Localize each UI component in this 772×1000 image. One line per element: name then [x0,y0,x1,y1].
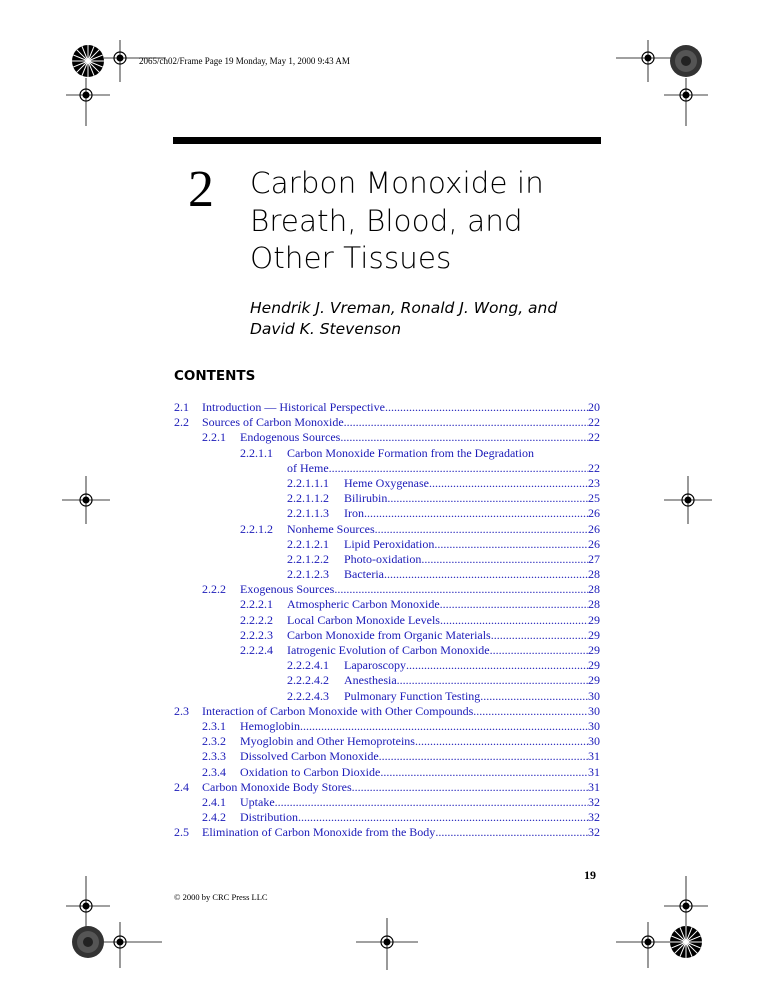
toc-entry[interactable] [174,491,600,506]
registration-mark-left-upper [66,78,110,128]
toc-leader-dots [385,400,588,415]
toc-entry-title: Atmospheric Carbon Monoxide [287,597,440,612]
toc-leader-dots [434,537,588,552]
toc-entry-number: 2.3.2 [202,734,226,749]
toc-entry-page: 29 [588,627,600,642]
toc-entry-page: 32 [588,794,600,809]
toc-entry-number: 2.3.1 [202,718,226,733]
toc-leader-dots [340,430,588,445]
toc-entry-page: 30 [588,688,600,703]
toc-entry-title: Photo-oxidation [344,551,422,566]
toc-entry[interactable] [174,719,600,734]
toc-entry-page: 29 [588,658,600,673]
toc-entry-number: 2.2.2.4.2 [287,673,329,688]
toc-leader-dots [375,522,588,537]
toc-entry-page: 26 [588,521,600,536]
crosshair-target-icon [104,40,166,82]
toc-entry[interactable] [174,430,600,445]
toc-leader-dots [364,506,588,521]
toc-entry-title-link[interactable] [240,734,600,749]
chapter-title-line: Other Tissues [250,241,452,275]
toc-leader-dots [491,628,588,643]
toc-entry-title-link[interactable] [287,446,600,461]
toc-leader-dots [329,461,588,476]
toc-leader-dots [473,704,588,719]
crosshair-target-icon [616,922,676,968]
toc-entry-title-link[interactable] [344,506,600,521]
toc-entry[interactable] [174,658,600,673]
toc-entry-number: 2.2.1.1.3 [287,506,329,521]
toc-entry-number: 2.4.1 [202,794,226,809]
toc-entry-title: Sources of Carbon Monoxide [202,415,344,430]
page-number: 19 [584,868,596,882]
toc-entry-number: 2.2.1.2.1 [287,536,329,551]
toc-entry-title: Carbon Monoxide Body Stores [202,779,352,794]
toc-entry-number: 2.2.1.2.2 [287,551,329,566]
toc-entry-title: Pulmonary Function Testing [344,688,481,703]
chapter-title-line: Breath, Blood, and [250,203,523,238]
crosshair-target-icon [664,78,708,126]
toc-entry[interactable] [174,446,600,461]
toc-entry-number: 2.2.1.1 [240,445,273,460]
toc-entry-page: 29 [588,612,600,627]
toc-entry-title: Distribution [240,810,299,825]
toc-leader-dots [387,491,588,506]
toc-entry-page: 31 [588,779,600,794]
toc-entry[interactable] [174,400,600,415]
toc-entry-number: 2.2.1.1.2 [287,491,329,506]
toc-entry-number: 2.2.1.2 [240,521,273,536]
toc-entry-number: 2.5 [174,825,189,840]
toc-entry-number: 2.2 [174,415,189,430]
toc-entry-page: 25 [588,491,600,506]
toc-entry[interactable] [174,567,600,582]
toc-entry-title-link[interactable] [287,597,600,612]
toc-leader-dots [298,810,588,825]
toc-entry-title-link[interactable] [344,491,600,506]
toc-leader-dots [480,689,588,704]
chapter-title-line: Carbon Monoxide in [250,166,544,200]
toc-entry-page: 31 [588,764,600,779]
toc-entry-title: Carbon Monoxide from Organic Materials [287,627,491,642]
crosshair-target-icon [616,40,676,82]
crosshair-target-icon [104,922,162,968]
toc-entry-title: Iatrogenic Evolution of Carbon Monoxide [287,643,490,657]
toc-entry-page: 30 [588,718,600,733]
toc-leader-dots [397,673,588,688]
registration-mark-left-middle [62,476,110,524]
chapter-authors [250,298,557,339]
toc-entry-page: 32 [588,825,600,840]
toc-entry-number: 2.3 [174,703,189,718]
toc-entry-title-link[interactable] [240,810,600,825]
toc-entry-title-link[interactable] [240,749,600,764]
toc-entry[interactable] [174,810,600,825]
toc-entry-page: 28 [588,567,600,582]
toc-leader-dots [440,597,588,612]
toc-entry[interactable] [174,765,600,780]
toc-entry[interactable] [174,613,600,628]
registration-mark-bottom-center [356,918,418,972]
toc-entry-number: 2.4.2 [202,810,226,825]
toc-entry[interactable] [174,476,600,491]
toc-leader-dots [344,415,588,430]
toc-entry-page: 30 [588,734,600,749]
toc-entry-title-link[interactable] [202,400,600,415]
toc-leader-dots [352,780,588,795]
toc-entry[interactable] [174,628,600,643]
toc-entry-title: Nonheme Sources [287,521,375,536]
toc-entry-title: Laparoscopy [344,658,406,673]
toc-leader-dots [379,749,588,764]
toc-entry[interactable] [174,582,600,597]
toc-entry[interactable] [174,673,600,688]
toc-entry-title-link[interactable] [344,567,600,582]
table-of-contents [174,400,600,840]
toc-entry[interactable] [174,522,600,537]
toc-entry-title-link[interactable] [287,613,600,628]
toc-entry-number: 2.2.2.3 [240,627,273,642]
toc-entry-title-link[interactable] [344,658,600,673]
registration-mark-right-middle [664,476,712,524]
toc-leader-dots [440,613,588,628]
toc-entry-title-link[interactable] [202,780,600,795]
toc-entry[interactable] [174,689,600,704]
registration-mark-right-upper [664,78,708,128]
toc-entry[interactable] [174,552,600,567]
toc-entry-title: Bacteria [344,567,384,582]
toc-entry[interactable] [174,734,600,749]
toc-entry-title-link[interactable] [344,673,600,688]
sunburst-wheel-icon [670,45,702,77]
toc-entry[interactable] [174,825,600,840]
toc-entry-title: Endogenous Sources [240,430,341,445]
toc-entry[interactable] [174,597,600,612]
toc-entry[interactable] [174,704,600,719]
toc-entry-number: 2.4 [174,779,189,794]
toc-entry-title: Anesthesia [344,673,397,688]
toc-entry-title: Iron [344,506,364,521]
toc-leader-dots [490,643,588,658]
toc-entry-number: 2.2.2.4 [240,643,273,657]
toc-entry-title-link[interactable] [344,537,600,552]
toc-entry-title: Uptake [240,794,275,809]
toc-entry-title: Myoglobin and Other Hemoproteins [240,734,415,749]
toc-entry-page: 22 [588,415,600,430]
toc-leader-dots [435,825,588,840]
toc-entry-number: 2.3.4 [202,764,226,779]
toc-entry-page: 22 [588,460,600,475]
toc-entry-title: Introduction — Historical Perspective [202,400,385,414]
toc-entry-number: 2.3.3 [202,749,226,764]
chapter-title [250,165,544,278]
toc-entry-number: 2.2.2.4.3 [287,688,329,703]
author-line: David K. Stevenson [250,319,402,338]
toc-entry-title-link[interactable] [240,765,600,780]
toc-entry-page: 30 [588,703,600,718]
crosshair-target-icon [356,918,418,970]
toc-entry-title-link[interactable] [202,415,600,430]
toc-leader-dots [380,765,588,780]
author-line: Hendrik J. Vreman, Ronald J. Wong, and [250,299,558,317]
toc-leader-dots [300,719,588,734]
toc-entry-number: 2.2.1.2.3 [287,567,329,582]
toc-entry-title: Lipid Peroxidation [344,536,435,551]
toc-entry-title: Oxidation to Carbon Dioxide [240,764,381,779]
toc-entry[interactable] [174,506,600,521]
toc-entry-number: 2.1 [174,400,189,414]
toc-entry-page: 27 [588,551,600,566]
toc-entry-page: 23 [588,475,600,490]
header-slug: 2065/ch02/Frame Page 19 Monday, May 1, 2000 9:43 AM [139,56,350,66]
toc-entry-number: 2.2.1.1.1 [287,475,329,490]
sunburst-wheel-icon [72,926,104,958]
toc-entry-page: 28 [588,597,600,612]
toc-leader-dots [406,658,588,673]
toc-entry-number: 2.2.1 [202,430,226,445]
toc-entry-page: 31 [588,749,600,764]
toc-entry-title-link[interactable] [344,552,600,567]
toc-entry[interactable] [174,643,600,658]
toc-entry-title-link[interactable] [344,689,600,704]
toc-entry-title: Carbon Monoxide Formation from the Degradation [287,445,534,460]
registration-marks-bottom-left [62,918,166,982]
toc-entry-number: 2.2.2 [202,582,226,597]
toc-entry-title-link[interactable] [240,719,600,734]
copyright-notice: © 2000 by CRC Press LLC [174,892,268,902]
crosshair-target-icon [664,476,712,524]
toc-entry-title: Local Carbon Monoxide Levels [287,612,440,627]
sunburst-wheel-icon [72,45,104,77]
toc-entry-title: Hemoglobin [240,718,300,733]
toc-entry-page: 26 [588,506,600,521]
chapter-number: 2 [188,161,214,218]
toc-entry-title-link[interactable] [287,522,600,537]
toc-entry-title-link[interactable] [287,461,600,476]
toc-entry-page: 28 [588,582,600,597]
toc-entry[interactable] [174,415,600,430]
crosshair-target-icon [62,476,110,524]
toc-entry[interactable] [174,780,600,795]
toc-leader-dots [275,795,588,810]
toc-entry[interactable] [174,461,600,476]
toc-entry-page: 32 [588,810,600,825]
toc-leader-dots [415,734,588,749]
toc-entry-page: 20 [588,400,600,414]
toc-entry-title: Exogenous Sources [240,582,335,597]
toc-entry-title-link[interactable] [240,582,600,597]
toc-entry-title-link[interactable] [287,643,600,658]
toc-entry-page: 29 [588,643,600,657]
toc-entry-title-link[interactable] [240,795,600,810]
toc-entry-page: 29 [588,673,600,688]
sunburst-wheel-icon [670,926,702,958]
toc-entry-number: 2.2.2.1 [240,597,273,612]
chapter-rule [173,137,601,144]
crosshair-target-icon [66,78,110,126]
toc-entry-title: Elimination of Carbon Monoxide from the Body [202,825,436,840]
toc-entry-title: of Heme [287,460,329,475]
toc-entry[interactable] [174,537,600,552]
toc-entry-title: Heme Oxygenase [344,475,429,490]
toc-entry-title-link[interactable] [240,430,600,445]
toc-leader-dots [384,567,588,582]
toc-entry-title: Dissolved Carbon Monoxide [240,749,379,764]
toc-entry-title: Bilirubin [344,491,388,506]
toc-leader-dots [429,476,588,491]
toc-entry-title-link[interactable] [202,825,600,840]
toc-entry-title-link[interactable] [344,476,600,491]
registration-marks-bottom-right [616,918,720,982]
toc-entry-page: 22 [588,430,600,445]
toc-entry-number: 2.2.2.4.1 [287,658,329,673]
toc-entry-title: Interaction of Carbon Monoxide with Other Compounds [202,703,474,718]
contents-heading: CONTENTS [174,368,256,384]
toc-entry[interactable] [174,749,600,764]
toc-entry-title-link[interactable] [287,628,600,643]
toc-entry[interactable] [174,795,600,810]
toc-entry-title-link[interactable] [202,704,600,719]
toc-entry-page: 26 [588,536,600,551]
toc-leader-dots [421,552,588,567]
toc-entry-number: 2.2.2.2 [240,612,273,627]
toc-leader-dots [334,582,588,597]
